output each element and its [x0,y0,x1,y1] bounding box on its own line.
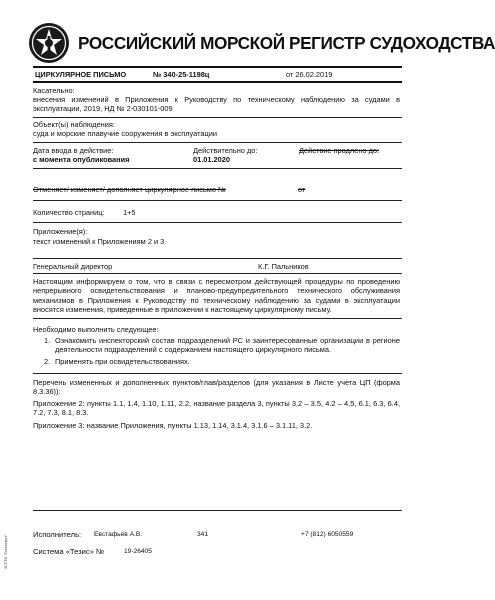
actions-title: Необходимо выполнить следующее: [33,325,159,334]
director-title: Генеральный директор [33,262,113,271]
org-name: РОССИЙСКИЙ МОРСКОЙ РЕГИСТР СУДОХОДСТВА [78,33,495,53]
divider-pages [33,222,402,223]
pages-value: 1+5 [123,208,136,217]
side-stamp: ЭСПТИ "Техэксперт" [4,534,8,570]
divider-title [33,81,402,83]
extended-until-label: Действие продлено до: [299,146,380,155]
divider-concerning [33,117,402,118]
divider-top [33,66,402,68]
changes-appendix-2: Приложение 2: пункты 1.1, 1.4, 1.10, 1.11, 2.2, название раздела 3, пункты 3.2 – 3.5, 4.2 – 4.5, 6.1, 6.3, 6.4, 7.2, 7.3, 8.1, 8.3. [33,399,400,418]
objects-label: Объект(ы) наблюдения: [33,120,115,129]
letter-type: ЦИРКУЛЯРНОЕ ПИСЬМО [35,70,127,79]
divider-objects [33,142,402,143]
divider-director [33,273,402,274]
effect-date-value: с момента опубликования [33,155,130,164]
objects-text: суда и морские плавучие сооружения в эксплуатации [33,129,218,138]
valid-until-label: Действительно до: [193,146,258,155]
pages-label: Количество страниц: [33,208,105,217]
cancels-text: Отменяет/ изменяет/ дополняет циркулярное письмо № [33,185,226,194]
changes-appendix-3: Приложение 3: название Приложения, пункты 1.13, 1.14, 3.1.4, 3.1.6 – 3.1.11, 3.2. [33,421,313,430]
executor-ext: 341 [197,531,209,538]
divider-footer-top [33,510,402,511]
cancels-from: от [298,185,306,194]
executor-name: Евстафьев А.В. [94,531,143,538]
appendix-label: Приложение(я): [33,227,88,236]
appendix-text: текст изменений к Приложениям 2 и 3 [33,237,165,246]
action-item-1-number: 1. [44,336,51,345]
action-item-1 [44,336,400,355]
effect-date-label: Дата ввода в действие: [33,146,114,155]
body-text: Настоящим информируем о том, что в связи с пересмотром действующей процедуры по проведению непрерывного освидетельствования и планово-предупредительного технического обслуживания механизмов в Приложения к Руководству по техническому наблюдению за судами в эксплуатации вносятся изменения, приведенные в приложении к настоящему циркулярному письму. [33,277,400,315]
executor-label: Исполнитель: [33,530,82,539]
divider-appendix [33,258,402,259]
action-item-2-text: Применять при освидетельствованиях. [55,357,190,366]
divider-cancels [33,200,402,201]
divider-actions [33,373,402,374]
changes-title: Перечень измененных и дополненных пунктов/глав/разделов (для указания в Листе учета ЦП (форма 8.3.36)): [33,378,400,397]
director-name: К.Г. Пальников [258,262,309,271]
system-number: 19-26405 [124,548,152,555]
divider-effect [33,168,402,169]
header [28,22,495,66]
executor-phone: +7 (812) 6050559 [301,531,354,538]
letter-number: № 340-25-1198ц [153,70,210,79]
letter-date: от 26.02.2019 [286,70,333,79]
action-item-2-number: 2. [44,357,51,366]
register-logo-icon [28,22,70,64]
system-label: Система «Тезис» № [33,547,105,556]
valid-until-value: 01.01.2020 [193,155,230,164]
concerning-label: Касательно: [33,86,75,95]
concerning-text: внесения изменений в Приложения к Руководству по техническому наблюдению за судами в эксплуатации, 2019, НД № 2-030101-009 [33,95,400,114]
action-item-1-text: Ознакомить инспекторский состав подразделений РС и заинтересованные организации в регионе деятельности подразделений с содержанием настоящего циркулярного письма. [55,336,400,355]
action-item-2 [44,357,400,366]
divider-body [33,318,402,319]
